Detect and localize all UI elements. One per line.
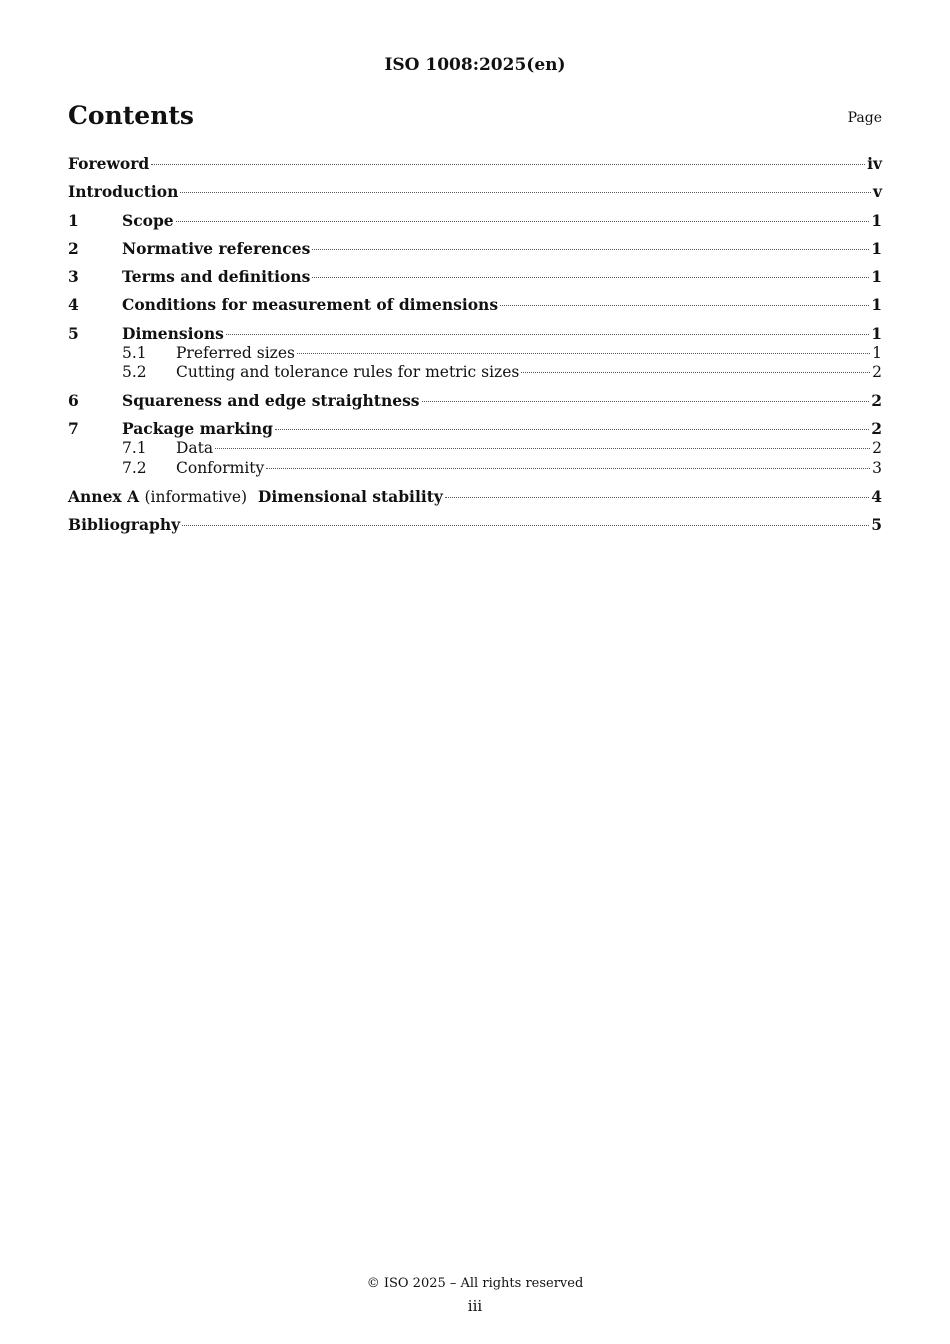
toc-entry-number: 7 [68,419,79,439]
toc-entry-number: 1 [68,210,79,230]
toc-entry-scope[interactable] [68,211,882,231]
annex-title: Dimensional stability [257,486,443,506]
toc-entry-title: Terms and definitions [122,267,311,287]
copyright-notice: © ISO 2025 – All rights reserved [366,1276,584,1291]
contents-title: Contents [68,101,195,130]
toc-entry-title: Bibliography [68,514,181,534]
toc-entry-number: 6 [68,391,79,411]
toc-entry-title: Foreword [68,154,150,173]
toc-entry-page: 1 [871,238,882,258]
dot-leader [297,353,870,354]
toc-entry-page: 2 [871,391,882,411]
toc-entry-number: 3 [68,267,79,287]
dot-leader [215,448,870,449]
dot-leader [180,192,871,193]
toc-entry-page: 1 [871,295,882,315]
toc-entry-page: 4 [871,486,882,506]
dot-leader [275,429,869,430]
toc-entry-page: v [872,182,882,202]
dot-leader [226,334,869,335]
toc-entry-number: 5.2 [122,363,147,382]
toc-entry-squareness[interactable] [68,391,882,411]
dot-leader [176,221,870,222]
toc-entry-number: 2 [68,238,79,258]
toc-entry-foreword[interactable] [68,154,882,174]
dot-leader [312,249,869,250]
toc-entry-number: 4 [68,295,79,315]
toc-entry-page: 2 [872,439,882,458]
toc-entry-number: 7.1 [122,439,147,458]
dot-leader [312,277,869,278]
toc-entry-cutting-and-tolerance-rules[interactable] [68,363,882,383]
toc-entry-page: 1 [871,210,882,230]
toc-entry-conformity[interactable] [68,459,882,479]
toc-entry-title: Preferred sizes [176,343,295,362]
toc-entry-number: 7.2 [122,458,147,477]
toc-entry-title: Package marking [122,419,273,439]
document-id-header: ISO 1008:2025(en) [384,55,566,75]
toc-entry-title: Normative references [122,238,311,258]
toc-entry-title: Dimensions [122,323,224,343]
toc-entry-number: 5.1 [122,343,147,362]
table-of-contents [68,154,882,535]
toc-entry-bibliography[interactable] [68,515,882,535]
toc-entry-page: 1 [872,343,882,362]
toc-entry-page: 1 [871,267,882,287]
dot-leader [266,468,870,469]
toc-entry-dimensions[interactable] [68,324,882,344]
toc-entry-page: 2 [871,419,882,439]
annex-qualifier: (informative) [144,487,248,506]
toc-entry-title: Data [176,439,214,458]
toc-entry-title: Conditions for measurement of dimensions [122,295,499,315]
toc-entry-introduction[interactable] [68,182,882,202]
page-column-label: Page [847,110,882,126]
toc-entry-package-marking[interactable] [68,419,882,439]
toc-entry-page: 5 [871,514,882,534]
toc-entry-terms-and-definitions[interactable] [68,267,882,287]
toc-entry-title: Squareness and edge straightness [122,391,420,411]
toc-entry-normative-references[interactable] [68,239,882,259]
toc-entry-data[interactable] [68,439,882,459]
toc-entry-title: Cutting and tolerance rules for metric sizes [176,363,520,382]
dot-leader [182,525,869,526]
toc-entry-title: Introduction [68,182,179,202]
dot-leader [422,401,870,402]
toc-entry-page: 3 [872,458,882,477]
toc-entry-title: Conformity [176,458,265,477]
dot-leader [445,497,869,498]
toc-entry-page: 2 [872,363,882,382]
annex-prefix: Annex A [68,486,140,506]
toc-entry-conditions-for-measurement[interactable] [68,295,882,315]
toc-entry-page: 1 [871,323,882,343]
dot-leader [521,372,870,373]
toc-entry-title [68,487,443,507]
toc-entry-title: Scope [122,210,174,230]
dot-leader [151,164,865,165]
toc-entry-preferred-sizes[interactable] [68,344,882,364]
toc-entry-page: iv [867,154,882,173]
dot-leader [500,305,869,306]
toc-entry-number: 5 [68,323,79,343]
toc-entry-annex-a[interactable] [68,487,882,507]
page-number: iii [467,1297,483,1315]
